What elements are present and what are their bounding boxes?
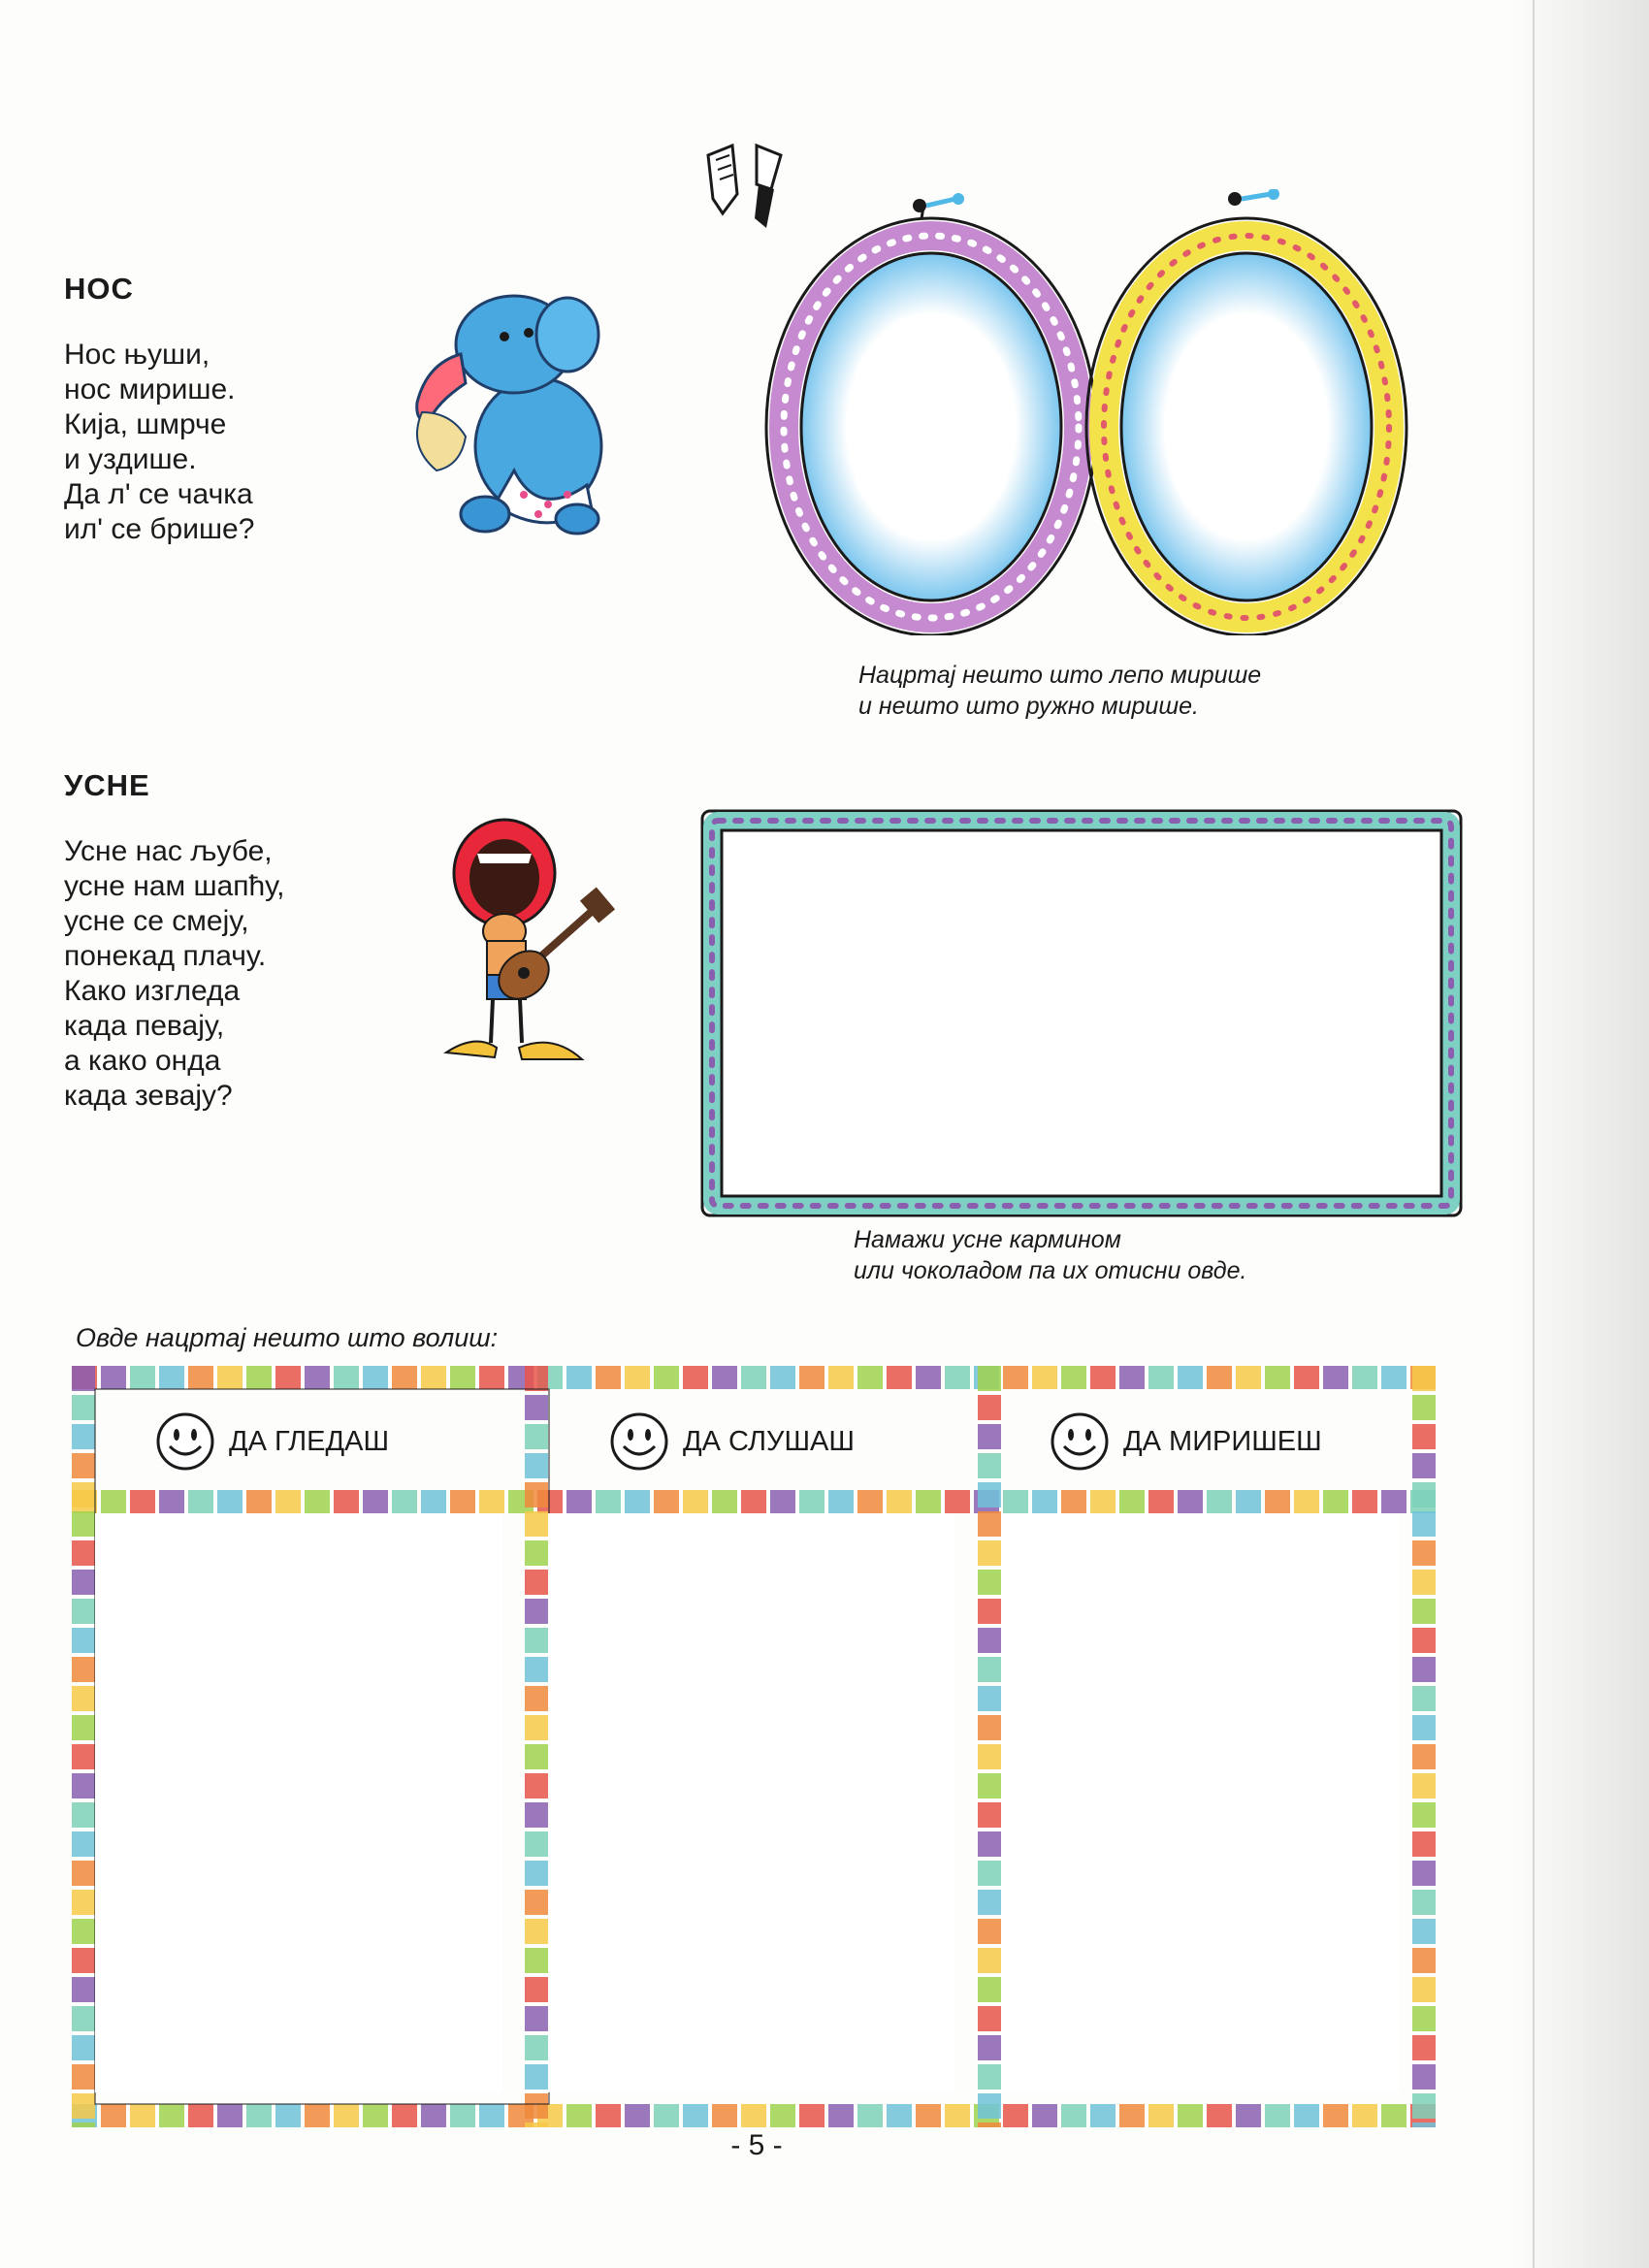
border-tile xyxy=(525,1540,548,1566)
border-tile xyxy=(72,1948,95,1973)
border-tile xyxy=(1061,1366,1086,1389)
border-tile xyxy=(1323,2104,1348,2127)
border-tile xyxy=(72,1366,95,1391)
border-tile xyxy=(72,2122,95,2127)
border-tile xyxy=(1003,2104,1028,2127)
border-tile xyxy=(246,2104,272,2127)
border-tile xyxy=(916,1366,941,1389)
border-tile xyxy=(887,1366,912,1389)
border-tile xyxy=(72,1511,95,1537)
border-tile xyxy=(566,1490,592,1513)
border-tile xyxy=(305,1490,330,1513)
border-tile xyxy=(1294,1490,1319,1513)
border-tile xyxy=(1236,2104,1261,2127)
poem-line: нос мирише. xyxy=(64,373,236,405)
border-tile xyxy=(945,1366,970,1389)
border-tile xyxy=(566,1366,592,1389)
caption-line: Нацртај нешто што лепо мирише xyxy=(858,662,1262,689)
border-tile xyxy=(525,2035,548,2060)
elephant-illustration xyxy=(369,276,630,538)
border-tile xyxy=(1381,1366,1406,1389)
border-tile xyxy=(450,1366,475,1389)
border-tile xyxy=(945,2104,970,2127)
border-tile xyxy=(72,1482,95,1507)
panel-draw-area-2[interactable] xyxy=(548,1513,955,2092)
border-tile xyxy=(72,1890,95,1915)
border-tile xyxy=(1352,1490,1377,1513)
border-tile xyxy=(1412,1366,1436,1391)
border-tile xyxy=(741,2104,766,2127)
lip-print-frame[interactable] xyxy=(698,807,1465,1219)
border-tile xyxy=(525,1570,548,1595)
border-tile xyxy=(72,1540,95,1566)
border-tile xyxy=(101,1490,126,1513)
border-tile xyxy=(525,1395,548,1420)
border-tile xyxy=(1148,2104,1174,2127)
border-tile xyxy=(1352,1366,1377,1389)
border-tile xyxy=(1412,1628,1436,1653)
border-tile xyxy=(770,1490,795,1513)
poem-line: када певају, xyxy=(64,1010,225,1042)
border-tile xyxy=(1003,1366,1028,1389)
panel-header-1 xyxy=(155,1411,389,1472)
border-tile xyxy=(525,1890,548,1915)
border-tile xyxy=(525,1861,548,1886)
border-tile xyxy=(1003,1490,1028,1513)
border-tile xyxy=(275,1490,301,1513)
border-tile xyxy=(130,1366,155,1389)
border-tile xyxy=(799,1366,824,1389)
poem-line: усне се смеју, xyxy=(64,905,249,937)
poem-line: Да л' се чачка xyxy=(64,478,253,510)
border-tile xyxy=(1148,1490,1174,1513)
border-tile xyxy=(525,1802,548,1828)
border-tile xyxy=(159,1366,184,1389)
border-tile xyxy=(916,2104,941,2127)
border-tile xyxy=(978,1540,1001,1566)
border-tile xyxy=(916,1490,941,1513)
border-tile xyxy=(857,1490,883,1513)
border-tile xyxy=(683,2104,708,2127)
border-tile xyxy=(1412,1570,1436,1595)
border-tile xyxy=(978,1861,1001,1886)
nose-heading: НОС xyxy=(64,272,134,306)
border-tile xyxy=(654,2104,679,2127)
border-tile xyxy=(683,1490,708,1513)
border-tile xyxy=(978,1366,1001,1391)
border-tile xyxy=(566,2104,592,2127)
border-tile xyxy=(1178,1490,1203,1513)
border-tile xyxy=(72,1657,95,1682)
border-tile xyxy=(1412,1686,1436,1711)
border-tile xyxy=(1412,2006,1436,2031)
oval-frames xyxy=(757,189,1436,635)
poem-line: када зевају? xyxy=(64,1080,233,1112)
border-tile xyxy=(1381,1490,1406,1513)
border-tile xyxy=(1412,1424,1436,1449)
border-tile xyxy=(1412,1919,1436,1944)
border-tile xyxy=(857,1366,883,1389)
border-tile xyxy=(1412,2035,1436,2060)
border-tile xyxy=(525,1977,548,2002)
lips-caption xyxy=(854,1224,1246,1286)
caption-line: или чоколадом па их отисни овде. xyxy=(854,1257,1247,1284)
border-tile xyxy=(1412,2122,1436,2127)
border-tile xyxy=(1412,1482,1436,1507)
border-tile xyxy=(625,2104,650,2127)
poem-line: Кија, шмрче xyxy=(64,408,227,440)
poem-line: Усне нас љубе, xyxy=(64,835,273,867)
border-tile xyxy=(978,1657,1001,1682)
border-tile xyxy=(1207,1490,1232,1513)
border-tile xyxy=(978,1715,1001,1740)
border-tile xyxy=(525,1744,548,1769)
border-tile xyxy=(275,2104,301,2127)
border-tile xyxy=(525,1482,548,1507)
border-tile xyxy=(1032,1490,1057,1513)
border-tile xyxy=(450,1490,475,1513)
border-tile xyxy=(421,2104,446,2127)
border-tile xyxy=(1412,2093,1436,2119)
border-tile xyxy=(525,2093,548,2119)
border-tile xyxy=(978,1948,1001,1973)
border-tile xyxy=(978,1773,1001,1798)
border-tile xyxy=(72,1570,95,1595)
border-tile xyxy=(1412,1540,1436,1566)
border-tile xyxy=(654,1366,679,1389)
border-tile xyxy=(978,2064,1001,2090)
border-tile xyxy=(72,1773,95,1798)
border-tile xyxy=(1032,1366,1057,1389)
border-tile xyxy=(1412,1511,1436,1537)
border-tile xyxy=(596,1366,621,1389)
border-tile xyxy=(683,1366,708,1389)
border-tile xyxy=(159,1490,184,1513)
border-tile xyxy=(525,1628,548,1653)
panel-header-3 xyxy=(1050,1411,1322,1472)
border-tile xyxy=(1090,2104,1116,2127)
border-tile xyxy=(525,1948,548,1973)
border-tile xyxy=(72,1744,95,1769)
border-tile xyxy=(1412,1599,1436,1624)
border-tile xyxy=(479,1366,504,1389)
panel-label-listen: ДА СЛУШАШ xyxy=(683,1425,855,1457)
smiley-icon xyxy=(155,1411,215,1472)
border-tile xyxy=(525,1773,548,1798)
border-tile xyxy=(1412,1453,1436,1478)
border-tile xyxy=(978,1802,1001,1828)
border-tile xyxy=(712,2104,737,2127)
border-tile xyxy=(625,1490,650,1513)
border-tile xyxy=(72,2006,95,2031)
border-tile xyxy=(741,1366,766,1389)
border-tile xyxy=(1207,2104,1232,2127)
border-tile xyxy=(1412,1395,1436,1420)
lips-poem xyxy=(64,834,284,1114)
border-tile xyxy=(363,1490,388,1513)
border-tile xyxy=(978,1831,1001,1857)
page-number: - 5 - xyxy=(730,2129,783,2161)
border-tile xyxy=(525,1686,548,1711)
border-tile xyxy=(857,2104,883,2127)
border-tile xyxy=(363,1366,388,1389)
border-tile xyxy=(712,1366,737,1389)
border-tile xyxy=(525,1424,548,1449)
border-tile xyxy=(978,1395,1001,1420)
border-tile xyxy=(978,1482,1001,1507)
poem-line: ил' се брише? xyxy=(64,513,255,545)
border-tile xyxy=(72,1831,95,1857)
border-tile xyxy=(246,1490,272,1513)
border-tile xyxy=(525,1715,548,1740)
border-tile xyxy=(217,2104,242,2127)
oval-frame-left[interactable] xyxy=(766,193,1096,635)
border-tile xyxy=(1412,2064,1436,2090)
nose-poem xyxy=(64,338,254,547)
border-tile xyxy=(188,1366,213,1389)
border-tile xyxy=(217,1490,242,1513)
border-tile xyxy=(1412,1890,1436,1915)
border-tile xyxy=(525,1657,548,1682)
border-tile xyxy=(1323,1490,1348,1513)
border-tile xyxy=(525,1511,548,1537)
border-tile xyxy=(72,1424,95,1449)
border-tile xyxy=(1412,1744,1436,1769)
border-tile xyxy=(130,2104,155,2127)
smiley-icon xyxy=(1050,1411,1110,1472)
poem-line: усне нам шапћу, xyxy=(64,870,285,902)
border-tile xyxy=(525,1599,548,1624)
border-tile xyxy=(334,1490,359,1513)
border-tile xyxy=(525,2006,548,2031)
border-tile xyxy=(770,1366,795,1389)
border-tile xyxy=(1412,1948,1436,1973)
border-tile xyxy=(1061,2104,1086,2127)
border-tile xyxy=(1236,1366,1261,1389)
border-tile xyxy=(1265,1366,1290,1389)
border-tile xyxy=(305,2104,330,2127)
border-tile xyxy=(1178,1366,1203,1389)
border-tile xyxy=(828,1366,854,1389)
border-tile xyxy=(275,1366,301,1389)
border-tile xyxy=(978,1599,1001,1624)
border-tile xyxy=(978,2122,1001,2127)
border-tile xyxy=(72,1686,95,1711)
border-tile xyxy=(1323,1366,1348,1389)
border-tile xyxy=(712,1490,737,1513)
border-tile xyxy=(72,1453,95,1478)
poem-line: а како онда xyxy=(64,1045,221,1077)
border-tile xyxy=(978,1977,1001,2002)
border-tile xyxy=(1381,2104,1406,2127)
border-tile xyxy=(101,1366,126,1389)
border-tile xyxy=(978,2093,1001,2119)
border-tile xyxy=(72,1919,95,1944)
border-tile xyxy=(978,1628,1001,1653)
poem-line: Нос њуши, xyxy=(64,339,210,371)
border-tile xyxy=(1207,1366,1232,1389)
border-tile xyxy=(72,2093,95,2119)
border-tile xyxy=(1090,1490,1116,1513)
border-tile xyxy=(246,1366,272,1389)
draw-instruction: Овде нацртај нешто што волиш: xyxy=(76,1323,499,1352)
border-tile xyxy=(1412,1977,1436,2002)
border-tile xyxy=(654,1490,679,1513)
border-tile xyxy=(887,1490,912,1513)
panel-draw-area-3[interactable] xyxy=(1001,1513,1399,2092)
border-tile xyxy=(72,2064,95,2090)
panel-draw-area-1[interactable] xyxy=(95,1513,502,2092)
border-tile xyxy=(525,1919,548,1944)
border-tile xyxy=(978,1890,1001,1915)
border-tile xyxy=(978,1570,1001,1595)
border-tile xyxy=(978,1744,1001,1769)
border-tile xyxy=(1294,2104,1319,2127)
singing-mouth-illustration xyxy=(436,815,630,1086)
border-tile xyxy=(421,1366,446,1389)
caption-line: и нешто што ружно мирише. xyxy=(858,693,1199,720)
border-tile xyxy=(828,2104,854,2127)
border-tile xyxy=(770,2104,795,2127)
border-tile xyxy=(1294,1366,1319,1389)
border-tile xyxy=(799,1490,824,1513)
border-tile xyxy=(596,1490,621,1513)
border-tile xyxy=(525,1831,548,1857)
border-tile xyxy=(188,2104,213,2127)
border-tile xyxy=(978,1686,1001,1711)
panel-label-look: ДА ГЛЕДАШ xyxy=(229,1425,390,1457)
border-tile xyxy=(1119,1490,1145,1513)
border-tile xyxy=(188,1490,213,1513)
border-tile xyxy=(450,2104,475,2127)
border-tile xyxy=(1412,1831,1436,1857)
border-tile xyxy=(1236,1490,1261,1513)
poem-line: понекад плачу. xyxy=(64,940,267,972)
border-tile xyxy=(1352,2104,1377,2127)
border-tile xyxy=(525,1366,548,1391)
border-tile xyxy=(305,1366,330,1389)
border-tile xyxy=(1061,1490,1086,1513)
border-tile xyxy=(525,2064,548,2090)
border-tile xyxy=(828,1490,854,1513)
border-tile xyxy=(1032,2104,1057,2127)
border-tile xyxy=(72,1715,95,1740)
border-tile xyxy=(596,2104,621,2127)
border-tile xyxy=(72,1395,95,1420)
border-tile xyxy=(1119,2104,1145,2127)
oval-frame-right[interactable] xyxy=(1086,189,1406,635)
border-tile xyxy=(978,1453,1001,1478)
border-tile xyxy=(334,1366,359,1389)
lips-heading: УСНЕ xyxy=(64,768,150,802)
border-tile xyxy=(799,2104,824,2127)
border-tile xyxy=(72,1977,95,2002)
caption-line: Намажи усне кармином xyxy=(854,1226,1121,1253)
panel-label-smell: ДА МИРИШЕШ xyxy=(1123,1425,1322,1457)
border-tile xyxy=(978,1919,1001,1944)
border-tile xyxy=(217,1366,242,1389)
border-tile xyxy=(72,1802,95,1828)
border-tile xyxy=(1119,1366,1145,1389)
panel-header-2 xyxy=(609,1411,855,1472)
border-tile xyxy=(525,2122,548,2127)
border-tile xyxy=(72,2035,95,2060)
border-tile xyxy=(1412,1773,1436,1798)
border-tile xyxy=(978,1424,1001,1449)
border-tile xyxy=(1178,2104,1203,2127)
border-tile xyxy=(1412,1802,1436,1828)
border-tile xyxy=(978,1511,1001,1537)
border-tile xyxy=(625,1366,650,1389)
border-tile xyxy=(421,1490,446,1513)
border-tile xyxy=(525,1453,548,1478)
border-tile xyxy=(72,1599,95,1624)
border-tile xyxy=(1090,1366,1116,1389)
border-tile xyxy=(1265,2104,1290,2127)
border-tile xyxy=(741,1490,766,1513)
border-tile xyxy=(392,2104,417,2127)
border-tile xyxy=(101,2104,126,2127)
border-tile xyxy=(392,1490,417,1513)
border-tile xyxy=(945,1490,970,1513)
border-tile xyxy=(159,2104,184,2127)
border-tile xyxy=(130,1490,155,1513)
border-tile xyxy=(392,1366,417,1389)
border-tile xyxy=(978,2006,1001,2031)
border-tile xyxy=(334,2104,359,2127)
border-tile xyxy=(72,1628,95,1653)
nose-caption xyxy=(858,660,1261,722)
border-tile xyxy=(363,2104,388,2127)
poem-line: Како изгледа xyxy=(64,975,241,1007)
border-tile xyxy=(1412,1657,1436,1682)
smiley-icon xyxy=(609,1411,669,1472)
border-tile xyxy=(978,2035,1001,2060)
border-tile xyxy=(72,1861,95,1886)
page-edge-line xyxy=(1533,0,1535,2268)
border-tile xyxy=(479,2104,504,2127)
border-tile xyxy=(479,1490,504,1513)
border-tile xyxy=(1148,1366,1174,1389)
border-tile xyxy=(1412,1861,1436,1886)
poem-line: и уздише. xyxy=(64,443,197,475)
border-tile xyxy=(1412,1715,1436,1740)
border-tile xyxy=(1265,1490,1290,1513)
border-tile xyxy=(887,2104,912,2127)
